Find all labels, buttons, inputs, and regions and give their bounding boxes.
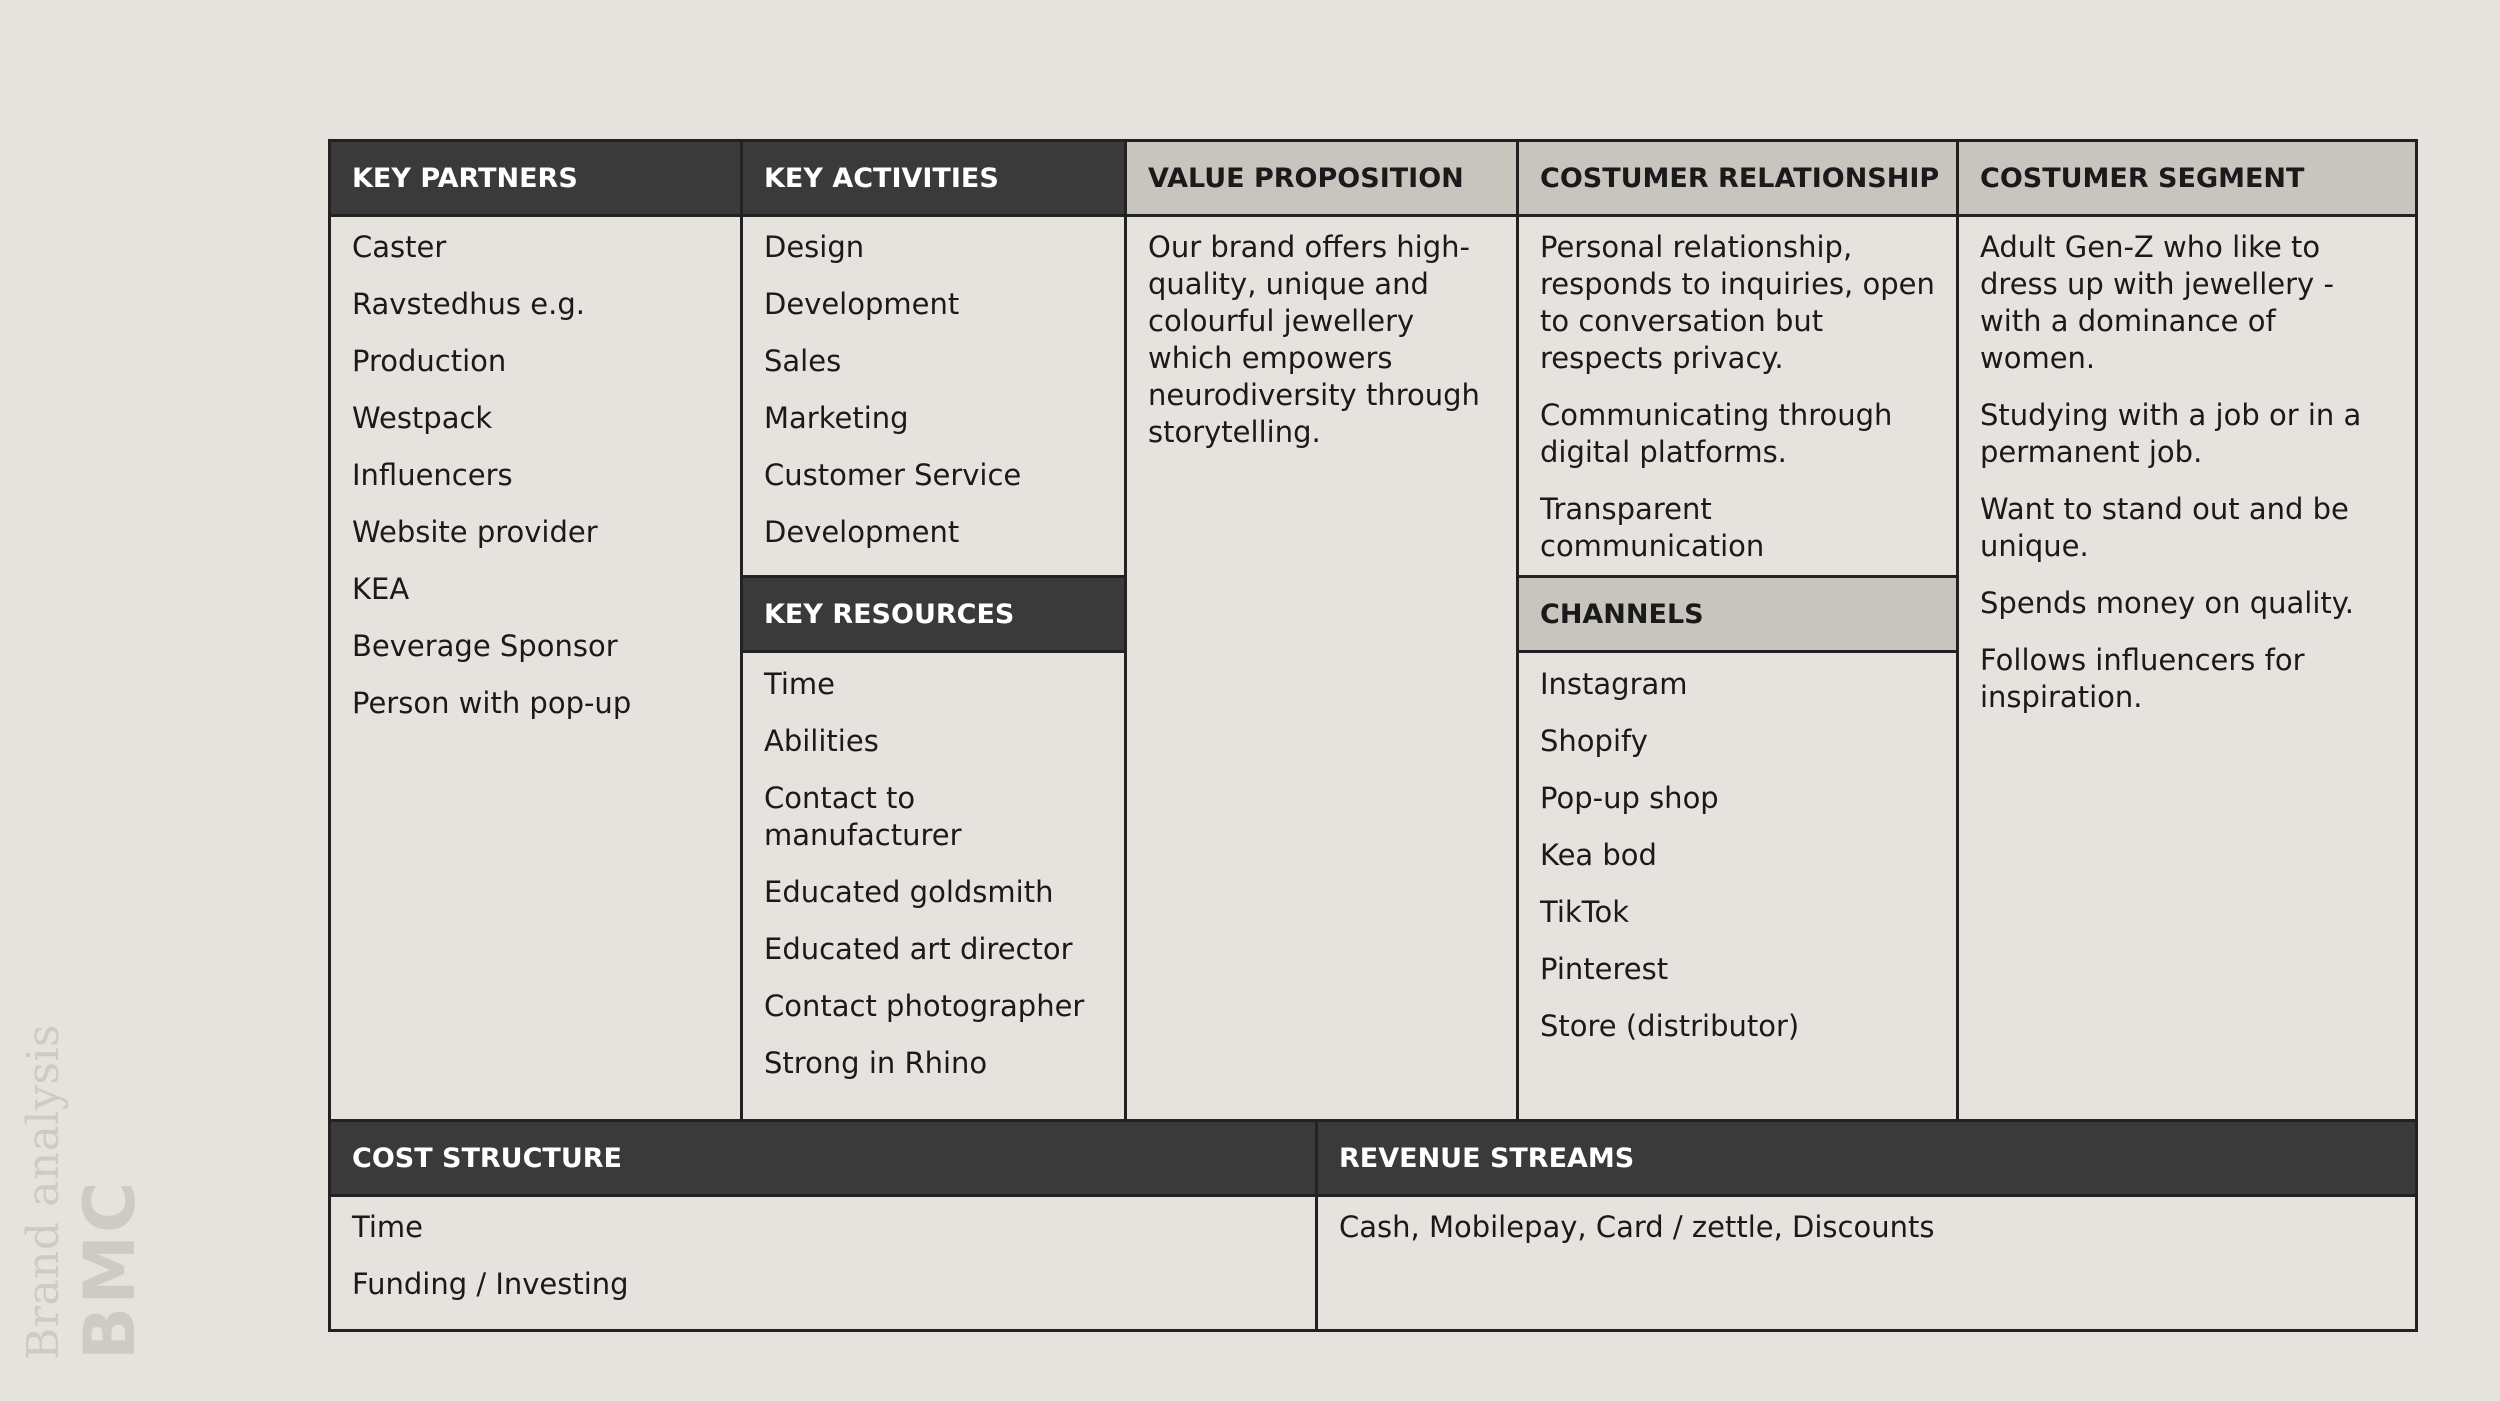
list-item: Website provider [352,515,598,549]
side-title: BMC [69,1179,151,1360]
list-item: Development [764,515,960,549]
side-label [18,1024,150,1360]
key-activities-list [764,229,1114,571]
list-item: KEA [352,572,410,606]
list-item: Want to stand out and be unique. [1980,492,2349,563]
side-subtitle: Brand analysis [18,1023,69,1360]
list-item: Shopify [1540,724,1648,758]
list-item: Time [352,1210,423,1244]
channels-list [1540,666,1940,1065]
value-proposition-header: VALUE PROPOSITION [1127,142,1516,217]
customer-segment-header: COSTUMER SEGMENT [1959,142,2415,217]
list-item: Person with pop-up [352,686,632,720]
key-partners-list [352,229,722,742]
list-item: Sales [764,344,842,378]
list-item: Design [764,230,865,264]
list-item: Development [764,287,960,321]
list-item: Caster [352,230,447,264]
list-item: Contact photographer [764,989,1085,1023]
key-partners-header: KEY PARTNERS [331,142,740,217]
list-item: Beverage Sponsor [352,629,618,663]
list-item: Personal relationship, responds to inquiries, open to conversation but respects privacy. [1540,230,1935,375]
cost-structure-header: COST STRUCTURE [331,1122,1315,1197]
customer-relationship-header: COSTUMER RELATIONSHIP [1519,142,1956,217]
list-item: Production [352,344,507,378]
list-item: Funding / Investing [352,1267,629,1301]
list-item: Transparent communication [1540,492,1765,563]
list-item: Marketing [764,401,909,435]
divider [1956,142,1959,1122]
revenue-streams-text: Cash, Mobilepay, Card / zettle, Discounts [1339,1210,1935,1244]
divider [1124,142,1127,1122]
cost-structure-list [352,1209,1252,1323]
business-model-canvas [328,139,2418,1332]
list-item: Pop-up shop [1540,781,1719,815]
key-activities-header: KEY ACTIVITIES [743,142,1124,217]
channels-header: CHANNELS [1519,575,1956,653]
list-item: Communicating through digital platforms. [1540,398,1893,469]
list-item: Influencers [352,458,513,492]
list-item: Pinterest [1540,952,1669,986]
customer-relationship-list [1540,229,1945,585]
list-item: Strong in Rhino [764,1046,988,1080]
list-item: Educated art director [764,932,1073,966]
customer-segment-list [1980,229,2400,736]
revenue-streams-header: REVENUE STREAMS [1318,1122,2415,1197]
list-item: Follows influencers for inspiration. [1980,643,2305,714]
key-resources-list [764,666,1119,1102]
list-item: Studying with a job or in a permanent job. [1980,398,2362,469]
list-item: TikTok [1540,895,1629,929]
list-item: Spends money on quality. [1980,586,2354,620]
list-item: Time [764,667,835,701]
list-item: Instagram [1540,667,1688,701]
list-item: Kea bod [1540,838,1657,872]
list-item: Westpack [352,401,493,435]
list-item: Adult Gen-Z who like to dress up with jewellery - with a dominance of women. [1980,230,2334,375]
list-item: Customer Service [764,458,1022,492]
key-resources-header: KEY RESOURCES [743,575,1124,653]
list-item: Store (distributor) [1540,1009,1800,1043]
list-item: Educated goldsmith [764,875,1054,909]
list-item: Ravstedhus e.g. [352,287,585,321]
value-proposition-text: Our brand offers high-quality, unique and colourful jewellery which empowers neurodiversity through storytelling. [1148,230,1480,449]
list-item: Contact to manufacturer [764,781,962,852]
list-item: Abilities [764,724,879,758]
